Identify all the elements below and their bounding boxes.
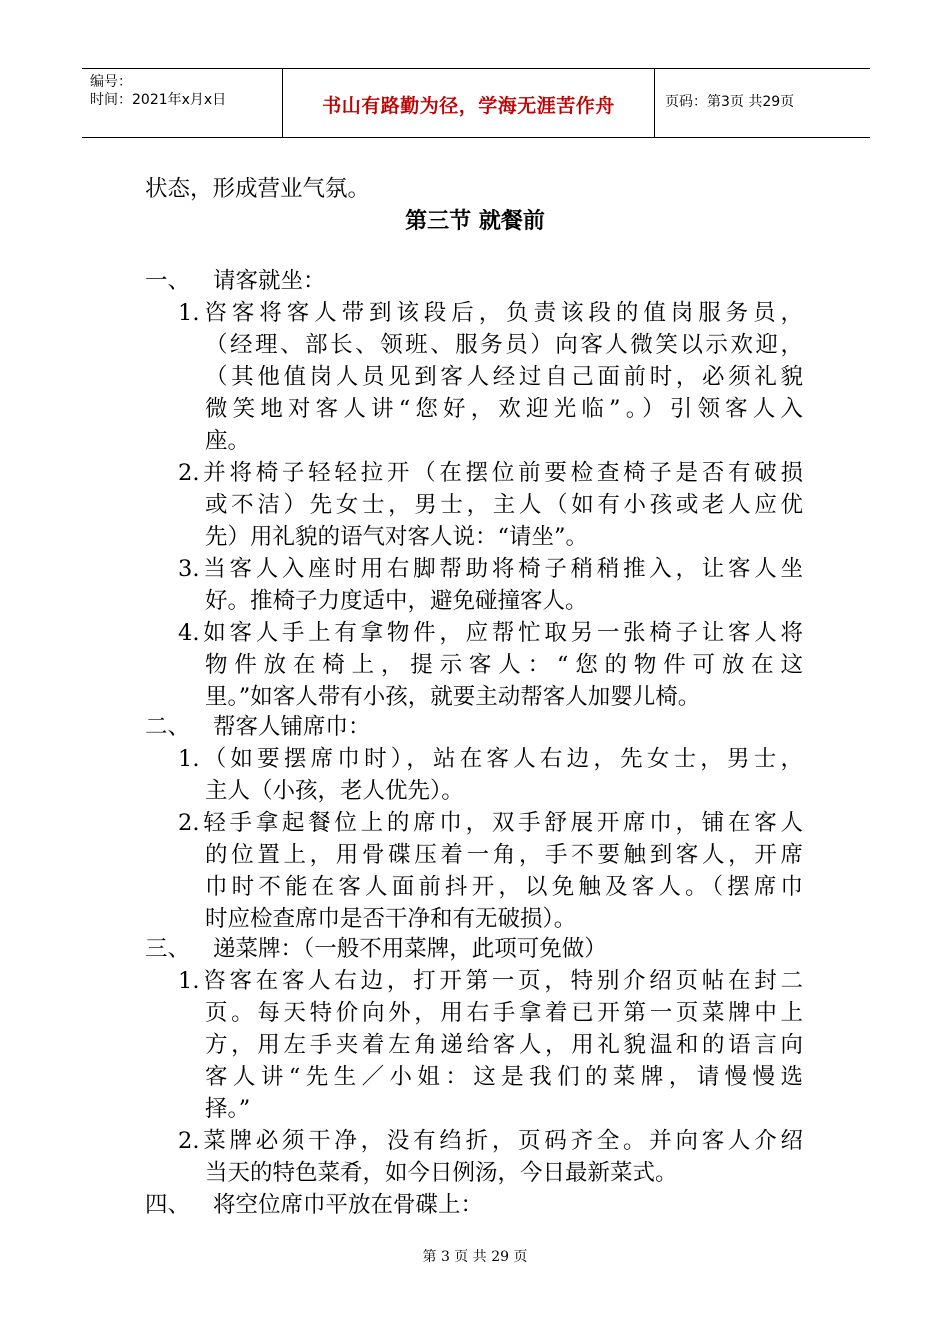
- list-item-line: 1.咨客在客人右边，打开第一页，特别介绍页帖在封二: [178, 968, 803, 994]
- section-number: 一、: [145, 268, 191, 294]
- list-item-line: 4.如客人手上有拿物件，应帮忙取另一张椅子让客人将: [178, 620, 803, 646]
- section-number: 二、: [145, 714, 191, 740]
- list-item-line: 先）用礼貌的语气对客人说：“请坐”。: [205, 524, 589, 550]
- header-motto-cell: [283, 69, 655, 137]
- list-item-line: 座。: [205, 428, 251, 454]
- list-item-line: 客人讲“先生／小姐：这是我们的菜牌，请慢慢选: [205, 1064, 803, 1090]
- list-item-line: 页。每天特价向外，用右手拿着已开第一页菜牌中上: [205, 1000, 803, 1026]
- page-footer: 第 3 页 共 29 页: [422, 1249, 528, 1265]
- list-item-line: （经理、部长、领班、服务员）向客人微笑以示欢迎，: [205, 332, 803, 358]
- serial-label: 编号：: [90, 74, 132, 90]
- section-number: 四、: [145, 1192, 191, 1218]
- section-heading-2: [145, 712, 371, 742]
- section-heading-1: [145, 266, 326, 296]
- section-title: 第三节 就餐前: [405, 209, 545, 234]
- list-item-line: （其他值岗人员见到客人经过自己面前时，必须礼貌: [205, 364, 803, 390]
- header-meta-cell: [82, 69, 283, 137]
- time-label: 时间：2021年x月x日: [90, 92, 227, 108]
- list-item-line: 的位置上，用骨碟压着一角，手不要触到客人，开席: [205, 842, 803, 868]
- header-page-cell: [655, 69, 870, 137]
- list-item-line: 微笑地对客人讲“您好，欢迎光临”。）引领客人入: [205, 396, 803, 422]
- section-heading-text: 递菜牌：（一般不用菜牌，此项可免做）: [213, 936, 607, 962]
- header-page-info: 页码：第3页 共29页: [665, 94, 795, 110]
- list-item-line: 当天的特色菜肴，如今日例汤，今日最新菜式。: [205, 1160, 678, 1186]
- list-item-line: 1.（如要摆席巾时），站在客人右边，先女士，男士，: [178, 746, 803, 772]
- motto: 书山有路勤为径，学海无涯苦作舟: [322, 95, 615, 117]
- list-item-line: 物件放在椅上，提示客人：“您的物件可放在这: [205, 652, 803, 678]
- list-item-line: 2.轻手拿起餐位上的席巾，双手舒展开席巾，铺在客人: [178, 810, 803, 836]
- list-item-line: 好。推椅子力度适中，避免碰撞客人。: [205, 588, 588, 614]
- list-item-line: 里。”如客人带有小孩，就要主动帮客人加婴儿椅。: [205, 684, 701, 710]
- list-item-line: 时应检查席巾是否干净和有无破损）。: [205, 906, 577, 932]
- section-heading-text: 帮客人铺席巾：: [213, 714, 371, 740]
- list-item-line: 择。”: [205, 1096, 251, 1122]
- list-item-line: 1.咨客将客人带到该段后，负责该段的值岗服务员，: [178, 300, 803, 326]
- list-item-line: 2.并将椅子轻轻拉开（在摆位前要检查椅子是否有破损: [178, 460, 803, 486]
- list-item-line: 主人（小孩，老人优先）。: [205, 778, 464, 804]
- section-number: 三、: [145, 936, 191, 962]
- section-heading-3: [145, 934, 607, 964]
- list-item-line: 2.菜牌必须干净，没有绉折，页码齐全。并向客人介绍: [178, 1128, 803, 1154]
- list-item-line: 3.当客人入座时用右脚帮助将椅子稍稍推入，让客人坐: [178, 556, 803, 582]
- page-header: [82, 68, 870, 138]
- intro-line: 状态，形成营业气氛。: [145, 176, 371, 202]
- section-heading-4: [145, 1190, 483, 1220]
- section-heading-text: 请客就坐：: [213, 268, 326, 294]
- list-item-line: 或不洁）先女士，男士，主人（如有小孩或老人应优: [205, 492, 803, 518]
- list-item-line: 巾时不能在客人面前抖开，以免触及客人。（摆席巾: [205, 874, 803, 900]
- list-item-line: 方，用左手夹着左角递给客人，用礼貌温和的语言向: [205, 1032, 803, 1058]
- section-heading-text: 将空位席巾平放在骨碟上：: [213, 1192, 484, 1218]
